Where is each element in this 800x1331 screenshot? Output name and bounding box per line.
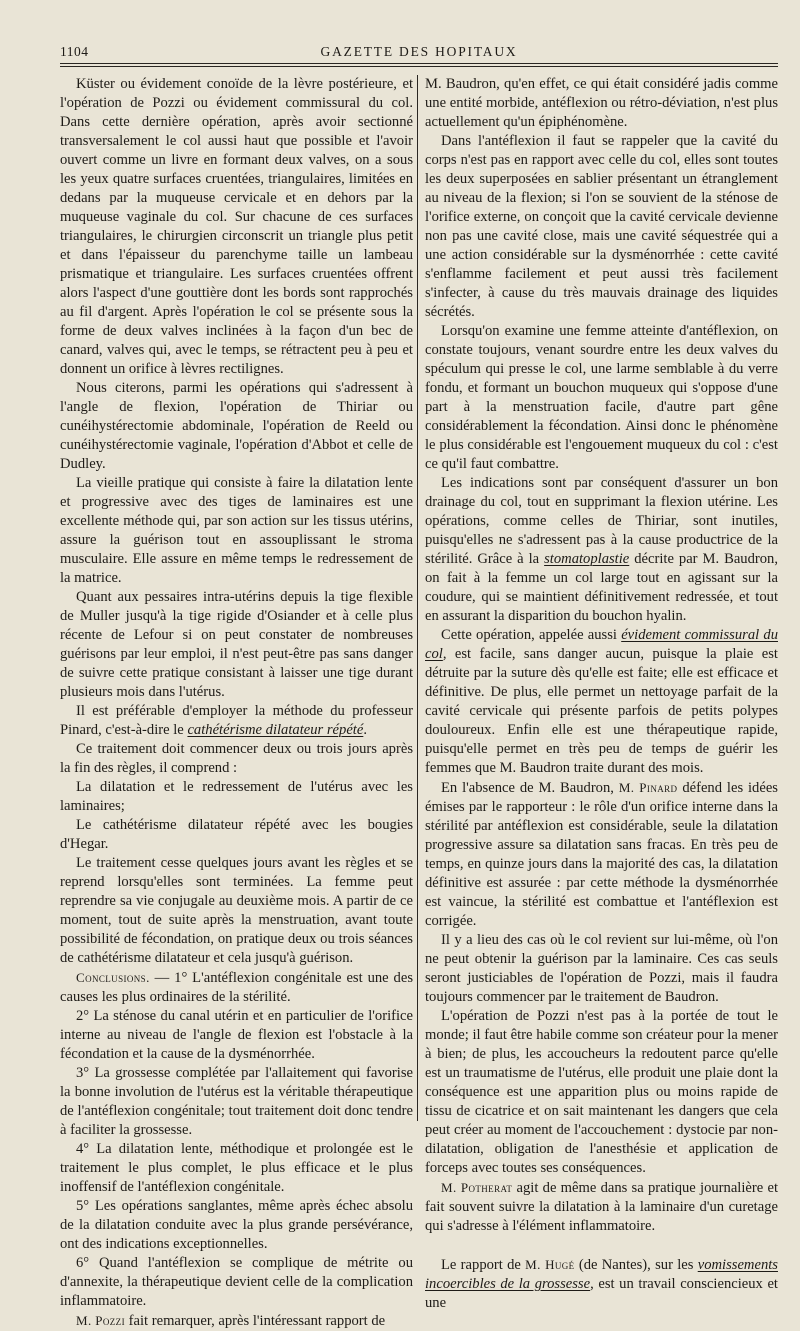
emphasized-term: stomatoplastie <box>544 551 630 567</box>
paragraph <box>60 75 413 379</box>
paragraph-text: Le cathétérisme dilatateur répété avec les bougies d'Hegar. <box>60 817 413 852</box>
left-column <box>60 75 413 1329</box>
paragraph <box>60 1064 413 1140</box>
paragraph <box>425 322 778 474</box>
emphasized-term: évidement commissural du col <box>425 627 778 662</box>
paragraph-text: 5° Les opérations sanglantes, même après échec absolu de la dilatation conduite avec la plus grande persévérance, ont des indications exceptionnelles. <box>60 1198 413 1252</box>
paragraph <box>60 854 413 968</box>
paragraph-text: Le traitement cesse quelques jours avant les règles et se reprend lorsqu'elles sont terminées. La femme peut reprendre sa vie conjugale au deuxième mois. A partir de ce moment, tout de suite après la menstruation, avant toute possibilité de fécondation, on pratique deux ou trois séances de cathétérisme dilatateur et cela jusqu'à guérison. <box>60 855 413 966</box>
page-number: 1104 <box>60 44 89 59</box>
paragraph-text: Il y a lieu des cas où le col revient sur lui-même, où l'on ne peut obtenir la guérison par la laminaire. Ces cas seuls seront justiciables de l'opération de Pozzi, mais il faudra toujours commencer par le traitement de Baudron. <box>425 932 778 1005</box>
paragraph <box>425 1007 778 1178</box>
paragraph-text: . <box>363 722 367 738</box>
paragraph <box>60 1311 413 1331</box>
paragraph-text: Les indications sont par conséquent d'assurer un bon drainage du col, tout en supprimant la flexion utérine. Les opérations, comme celles de Thiriar, sont inutiles, puisqu'elles ne s'adressent pas à la cause productrice de la stérilité. Grâce à la <box>425 475 778 567</box>
paragraph-text: Nous citerons, parmi les opérations qui s'adressent à l'angle de flexion, l'opération de Thiriar ou cunéihystérectomie abdominale, l'opération de Reeld ou cunéihystérectomie vaginale, l'opération d'Abbot et celle de Dudley. <box>60 380 413 472</box>
emphasized-term: vomissements incoercibles de la grossesse <box>425 1257 778 1292</box>
paragraph <box>60 588 413 702</box>
paragraph-text: défend les idées émises par le rapporteur : le rôle d'un orifice interne dans la stérilité par antéflexion est considérable, seule la dilatation progressive assure sa dilatation sans fracas. En très peu de temps, en quinze jours dans la majorité des cas, la dilatation définitive est assurée : par cette méthode la dysménorrhée est vaincue, la stérilité est combattue et l'antéflexion est corrigée. <box>425 780 778 929</box>
paragraph <box>60 740 413 778</box>
paragraph-text: décrite par M. Baudron, on fait à la femme un col large tout en agissant sur la coudure, qui se maintient définitivement redressée, et tout en assurant la disparition du bouchon hyalin. <box>425 551 778 624</box>
paragraph-text: Cette opération, appelée aussi <box>441 627 622 643</box>
column-divider <box>417 75 418 1121</box>
text-columns <box>60 75 778 1329</box>
paragraph-text: M. Baudron, qu'en effet, ce qui était considéré jadis comme une entité morbide, antéflexion ou rétro-déviation, n'est plus actuellement qu'un épiphénomène. <box>425 76 778 130</box>
paragraph-text: Il est préférable d'employer la méthode du professeur Pinard, c'est-à-dire le <box>60 703 413 738</box>
paragraph-text: — 1° L'antéflexion congénitale est une des causes les plus ordinaires de la stérilité. <box>60 970 413 1005</box>
speaker-name: M. Potherat <box>441 1180 513 1195</box>
paragraph <box>425 931 778 1007</box>
paragraph-text: L'opération de Pozzi n'est pas à la portée de tout le monde; il faut être habile comme son créateur pour la mener à bien; de plus, les accoucheurs la redoutent parce qu'elle est un traumatisme de l'utérus, elle produit une plaie dont la conséquence est une apparition plus ou moins rapide de tissu de cicatrice et on sait maintenant les dangers que cela peut créer au moment de l'accouchement : dystocie par non-dilatation, obligation de l'anesthésie et application de forceps avec toutes ses conséquences. <box>425 1008 778 1176</box>
paragraph <box>60 1007 413 1064</box>
paragraph <box>425 1178 778 1236</box>
paragraph <box>425 1255 778 1313</box>
paragraph-text: Lorsqu'on examine une femme atteinte d'antéflexion, on constate toujours, venant sourdre entre les deux valves du spéculum qui presse le col, une larme semblable à du verre fondu, et formant un bouchon muqueux qui s'oppose d'une part à la menstruation facile, d'autre part gêne considérablement la fécondation. Ainsi donc le phénomène le plus considérable est l'engouement muqueux du col : c'est ce qu'il faut combattre. <box>425 323 778 472</box>
paragraph-text: , est un travail consciencieux et une <box>425 1276 778 1311</box>
paragraph <box>60 379 413 474</box>
paragraph-text: Dans l'antéflexion il faut se rappeler que la cavité du corps n'est pas en rapport avec celle du col, elles sont toutes les deux superposées en sablier présentant un étranglement au niveau de la flexion; si l'on se souvient de la sténose de l'orifice externe, on conçoit que la cavité cervicale devienne non pas une cavité close, mais une cavité séquestrée qui a une action considérable sur la dysménorrhée : cette cavité s'enflamme facilement et peut aussi très facilement s'infecter, à cause du très mauvais drainage des liquides sécrétés. <box>425 133 778 320</box>
paragraph <box>425 75 778 132</box>
paragraph <box>60 968 413 1007</box>
paragraph-text: , est facile, sans danger aucun, puisque la plaie est détruite par la suture dès qu'elle est faite; elle est efficace et définitive. De plus, elle permet un nettoyage parfait de la cavité cervicale qui présente parfois de petits polypes douloureux. Enfin elle est une thérapeutique rapide, puisqu'elle permet en très peu de temps de guérir les femmes que M. Baudron traite durant des mois. <box>425 646 778 776</box>
paragraph-text: Ce traitement doit commencer deux ou trois jours après la fin des règles, il comprend : <box>60 741 413 776</box>
speaker-name: M. Hugé <box>525 1257 575 1272</box>
paragraph <box>60 1197 413 1254</box>
paragraph <box>60 1254 413 1311</box>
paragraph-text: 2° La sténose du canal utérin et en particulier de l'orifice interne au niveau de l'angle de flexion est l'obstacle à la fécondation et la cause de la dysménorrhée. <box>60 1008 413 1062</box>
right-column <box>425 75 778 1311</box>
paragraph-text: Küster ou évidement conoïde de la lèvre postérieure, et l'opération de Pozzi ou évidement commissural du col. Dans cette dernière opération, après avoir sectionné transversalement le col aussi haut que possible et l'avoir ouvert comme un livre en formant deux valves, on a sous les yeux quatre surfaces cruentées, triangulaires, limitées en dedans par la muqueuse cervicale et en dehors par la muqueuse vaginale du col. Sur chacune de ces surfaces triangulaires, le chirurgien circonscrit un triangle plus petit et dans l'épaisseur du parenchyme taille un lambeau prismatique et triangulaire. Les surfaces cruentées offrent alors l'aspect d'une gouttière dont les bords sont rapprochés au fil d'argent. Après l'opération le col se présente sous la forme de deux valves inclinées à la façon d'un bec de canard, valves qui, avec le temps, se rétractent peu à peu et donnent un orifice à lèvres rectilignes. <box>60 76 413 377</box>
paragraph-text: fait remarquer, après l'intéressant rapport de <box>124 1313 386 1329</box>
paragraph <box>425 778 778 931</box>
paragraph-text: La vieille pratique qui consiste à faire la dilatation lente et progressive avec des tiges de laminaires est une excellente méthode qui, par son action sur les tissus utérins, assure la guérison tout en assouplissant le stroma musculaire. Elle assure en même temps le redressement de la matrice. <box>60 475 413 586</box>
paragraph <box>60 778 413 816</box>
emphasized-term: cathétérisme dilatateur répété <box>187 722 364 738</box>
paragraph-text: Quant aux pessaires intra-utérins depuis la tige flexible de Muller jusqu'à la tige rigide d'Osiander et à celle plus récente de Lefour si on peut constater de nombreuses guérisons par leur emploi, il n'est peut-être pas sans danger de suivre cette pratique consistant à laisser une tige durant plusieurs mois dans l'utérus. <box>60 589 413 700</box>
paragraph <box>60 474 413 588</box>
paragraph-text: (de Nantes), sur les <box>574 1257 698 1273</box>
header-rule <box>60 63 778 67</box>
speaker-name: M. Pozzi <box>76 1313 125 1328</box>
speaker-name: Conclusions. <box>76 970 150 985</box>
paragraph-text: 3° La grossesse complétée par l'allaitement qui favorise la bonne involution de l'utérus est la véritable thérapeutique de l'antéflexion congénitale; tout traitement doit donc tendre à faciliter la grossesse. <box>60 1065 413 1138</box>
page-header <box>60 34 778 62</box>
paragraph <box>60 702 413 740</box>
paragraph <box>425 626 778 778</box>
paragraph-text: 6° Quand l'antéflexion se complique de métrite ou d'annexite, la thérapeutique devient celle de la complication inflammatoire. <box>60 1255 413 1309</box>
paragraph-text: La dilatation et le redressement de l'utérus avec les laminaires; <box>60 779 413 814</box>
paragraph <box>425 132 778 322</box>
paragraph <box>425 474 778 626</box>
paragraph-text: agit de même dans sa pratique journalière et fait souvent suivre la dilatation à la laminaire d'un curetage qui s'adresse à l'élément inflammatoire. <box>425 1180 778 1234</box>
paragraph <box>60 816 413 854</box>
paragraph <box>60 1140 413 1197</box>
paragraph-text: 4° La dilatation lente, méthodique et prolongée est le traitement le plus complet, le plus efficace et le plus inoffensif de l'antéflexion congénitale. <box>60 1141 413 1195</box>
speaker-name: M. Pinard <box>618 780 678 795</box>
journal-title: GAZETTE DES HOPITAUX <box>320 44 518 59</box>
paragraph-text: Le rapport de <box>441 1257 526 1273</box>
paragraph-text: En l'absence de M. Baudron, <box>441 780 619 796</box>
